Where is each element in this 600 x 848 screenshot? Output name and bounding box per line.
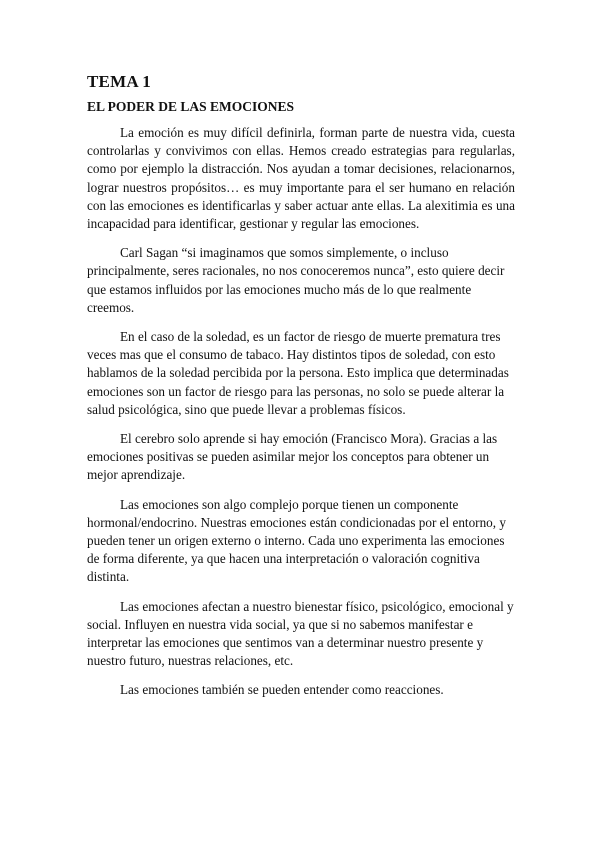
paragraph-brain-learning: El cerebro solo aprende si hay emoción (Francisco Mora). Gracias a las emociones positivas se pueden asimilar mejor los conceptos para obtener un mejor aprendizaje. [87,431,498,483]
chapter-heading: TEMA 1 [87,72,152,91]
paragraph-emotion-definition: La emoción es muy difícil definirla, forman parte de nuestra vida, cuesta controlarlas y convivimos con ellas. Hemos creado estrategias para regularlas, como por ejemplo la distracción. Nos ayudan a tomar decisiones, relacionarnos, lograr nuestros propósitos… es muy importante para el ser humano en relación con las emociones es identificarlas y saber actuar ante ellas. La alexitimia es una incapacidad para identificar, gestionar y regular las emociones. [87,125,515,232]
body-text [87,124,515,711]
paragraph-hormonal-component: Las emociones son algo complejo porque tienen un componente hormonal/endocrino. Nuestras emociones están condicionadas por el entorno, y pueden tener un origen externo o interno. Cada uno experimenta las emociones de forma diferente, ya que hacen una interpretación o valoración cognitiva distinta. [87,496,506,585]
paragraph-reactions: Las emociones también se pueden entender como reacciones. [120,682,444,698]
paragraph-wellbeing: Las emociones afectan a nuestro bienestar físico, psicológico, emocional y social. Influyen en nuestra vida social, ya que si no sabemos manifestar e interpretar las emociones que sentimos van a determinar nuestro presente y nuestro futuro, nuestras relaciones, etc. [87,598,514,669]
section-title: EL PODER DE LAS EMOCIONES [87,99,295,114]
paragraph-carl-sagan-quote: Carl Sagan “si imaginamos que somos simplemente, o incluso principalmente, seres racionales, no nos conoceremos nunca”, esto quiere decir que estamos influidos por las emociones mucho más de lo que realmente creemos. [87,245,505,315]
paragraph-loneliness: En el caso de la soledad, es un factor de riesgo de muerte prematura tres veces mas que el consumo de tabaco. Hay distintos tipos de soledad, con esto hablamos de la soledad percibida por la persona. Esto implica que determinadas emociones son un factor de riesgo para las personas, no solo se puede alterar la salud psicológica, sino que puede llevar a problemas físicos. [87,329,509,417]
